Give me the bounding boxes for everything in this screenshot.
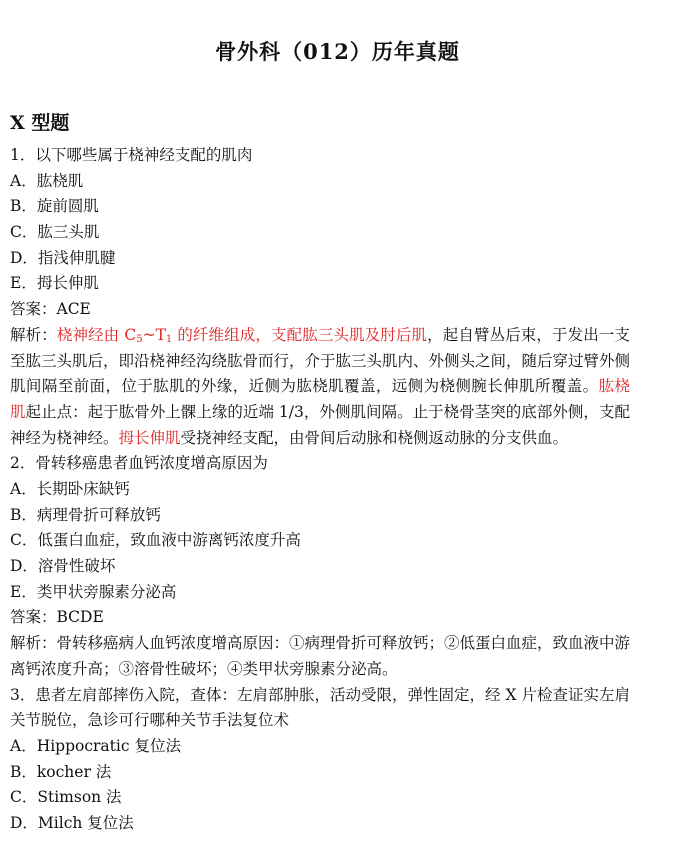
option: B．旋前圆肌 (10, 197, 99, 216)
option: B．kocher 法 (10, 762, 112, 781)
highlight-text: 桡神经由 C (56, 325, 137, 344)
answer: 答案：ACE (10, 300, 91, 319)
analysis-text: ，起自臂丛后束，于发出一支至肱三头肌后，即沿桡神经沟绕肱骨而行，介于肱三头肌内、外侧头之间，随后穿过臂外侧肌间隔至前面，位于肱肌的外缘，近侧为肱桡肌覆盖，远侧为桡侧腕长伸肌所覆盖。 (10, 325, 631, 396)
highlight-text: 肱桡肌 (10, 377, 630, 421)
highlight-text: ~T (142, 325, 166, 344)
question-stem: 1．以下哪些属于桡神经支配的肌肉 (10, 146, 253, 164)
question-2 (10, 451, 630, 682)
subscript: 5 (136, 333, 143, 345)
option: A．长期卧床缺钙 (10, 480, 130, 499)
option: A．Hippocratic 复位法 (10, 736, 181, 755)
option: C．Stimson 法 (10, 788, 122, 807)
document-title: 骨外科（012）历年真题 (215, 39, 460, 64)
option: C．肱三头肌 (10, 223, 100, 242)
option: D．溶骨性破坏 (10, 557, 116, 576)
subscript: 1 (165, 333, 173, 345)
analysis-text: 起止点：起于肱骨外上髁上缘的近端 1/3，外侧肌间隔。止于桡骨茎突的底部外侧，支配神经为桡神经。 (10, 402, 630, 447)
option: B．病理骨折可释放钙 (10, 505, 161, 524)
highlight-text: ， (255, 325, 272, 344)
answer: 答案：BCDE (10, 608, 104, 627)
option: D．Milch 复位法 (10, 814, 134, 833)
question-list (10, 143, 630, 837)
analysis (10, 323, 630, 452)
option: D．指浅伸肌腱 (10, 248, 116, 267)
analysis-text: 受挠神经支配，由骨间后动脉和桡侧返动脉的分支供血。 (180, 428, 569, 447)
question-3 (10, 683, 630, 837)
question-stem: 2．骨转移癌患者血钙浓度增高原因为 (10, 454, 268, 473)
option: E．拇长伸肌 (10, 274, 99, 293)
option: E．类甲状旁腺素分泌高 (10, 582, 177, 601)
highlight-text: 的纤维组成 (172, 325, 256, 344)
highlight-text: 拇长伸肌 (118, 428, 181, 447)
section-heading: X 型题 (10, 112, 70, 134)
question-stem: 3．患者左肩部摔伤入院，查体：左肩部肿胀，活动受限，弹性固定，经 X 片检查证实左肩关节脱位，急诊可行哪种关节手法复位术 (10, 685, 630, 730)
option: A．肱桡肌 (10, 171, 84, 190)
analysis: 解析：骨转移癌病人血钙浓度增高原因：①病理骨折可释放钙；②低蛋白血症，致血液中游离钙浓度升高；③溶骨性破坏；④类甲状旁腺素分泌高。 (10, 634, 631, 678)
question-1 (10, 143, 630, 451)
highlight-text: 支配肱三头肌及肘后肌 (271, 325, 428, 344)
option: C．低蛋白血症，致血液中游离钙浓度升高 (10, 531, 301, 550)
analysis-label: 解析： (10, 325, 57, 344)
